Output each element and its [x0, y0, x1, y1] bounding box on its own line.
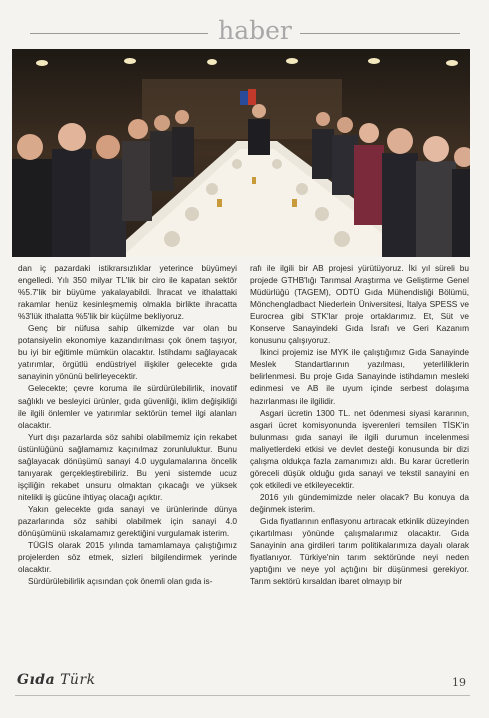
- paragraph: Genç bir nüfusa sahip ülkemizde var olan bu potansiyelin ekonomiye kazandırılması çok önem taşıyor, bu iyi bir eğitimle mümkün olacaktır. İstihdamı sağlayacak yatırımlar, örgütlü endüstriyel ilişkiler gelecekte gıda sanayinin yönünü belirleyecektir.: [18, 323, 237, 382]
- meeting-photo-illustration: [12, 49, 470, 257]
- page-header: [0, 0, 489, 50]
- brand-word-gida: Gıda: [17, 672, 56, 688]
- brand-word-turk: Türk: [60, 672, 96, 688]
- paragraph: rafı ile ilgili bir AB projesi yürütüyoruz. İki yıl süreli bu projede GTHB'lığı Tarımsal Araştırma ve Geliştirme Genel Müdürlüğü (TAGEM), ODTÜ Gıda Mühendisliği Bölümü, Mönchengladbact Niederlein Üniversitesi, İtalya SPESS ve Eurocrea gibi STK'lar proje ortaklarımız. Et, Süt ve Konserve Sanayindeki Gıda İsrafı ve Geri Kazanım konusunu çalışıyoruz.: [250, 263, 469, 346]
- header-rule-left: [30, 33, 208, 34]
- paragraph: Gıda fiyatlarının enflasyonu artıracak etkinlik düzeyinden çıkartılması yönünde çalışmalarımız olacaktır. Gıda Sanayinin ana girdileri tarım politikalarımıza dayalı olarak fiyatlanıyor. Türkiye'nin tarım sektöründe neyi neden yaptığını ve neye yol açtığını bir düşünmesi gerekiyor. Tarım sektörü kırsaldan ibaret olmayıp bir: [250, 515, 469, 587]
- article-column-right: [250, 262, 469, 587]
- paragraph: İkinci projemiz ise MYK ile çalıştığımız Gıda Sanayinde Meslek Standartlarının yazılması, yeterliliklerin belirlenmesi. Bu proje Gıda Sanayinde istihdamın mesleki edinmesi ve AB ile uyum içinde serbest dolaşıma hazırlanması ile ilgilidir.: [250, 347, 469, 406]
- paragraph: Gelecekte; çevre koruma ile sürdürülebilirlik, inovatif sağlıklı ve besleyici ürünler, gıda güvenliği, iklim değişikliği ile ilgili önlemler ve yatırımlar sektörün temel ilgi alanları olacaktır.: [18, 383, 237, 430]
- article-column-left: [18, 262, 237, 587]
- paragraph: 2016 yılı gündemimizde neler olacak? Bu konuya da değinmek isterim.: [250, 491, 469, 514]
- paragraph: Asgari ücretin 1300 TL. net ödenmesi siyasi kararının, asgari ücret komisyonunda işverenleri temsilen TİSK'in bulunması gıda sanayi ile ilgili durumun incelenmesi maliyetlerdeki etkisi ve devlet desteği konusunda bir dizi çalışma oldukça fazla zamanımızı aldı. Bu karar ücretlerin göreceli düşük olduğu gıda sanayi ve tekstil sanayini en çok etkiledi ve etkileyecektir.: [250, 407, 469, 490]
- footer-rule: [15, 695, 470, 696]
- header-rule-right: [300, 33, 460, 34]
- meeting-photo: [12, 49, 470, 257]
- page-number: 19: [452, 676, 466, 689]
- magazine-brand: [17, 672, 96, 688]
- paragraph: Yurt dışı pazarlarda söz sahibi olabilmemiz için rekabet üstünlüğünü sağlamamız kaçınılmaz zorunluluktur. Bunu sağlayacak dönüşümü sanayi 4.0 uygulamalarına öncelik tanıyarak gerçekleştirebiliriz. Bu yeni sistemde ucuz işçiliğin rekabet unsuru olmaktan çıkacağı ve yüksek nitelikli iş gücüne ihtiyaç olacağı açıktır.: [18, 431, 237, 502]
- paragraph: dan iç pazardaki istikrarsızlıklar yeterince büyümeyi engelledi. Yılı 350 milyar TL'lik bir ciro ile kapatan sektör %5.7'lik bir büyüme yakalayabildi. İhracat ve ithalattaki rakamlar henüz kesinleşmemiş olmakla birlikte ihracatta %3'lük ithalatta %5'lik bir küçülme bekliyoruz.: [18, 263, 237, 322]
- section-title: haber: [218, 16, 292, 45]
- paragraph: Yakın gelecekte gıda sanayi ve ürünlerinde dünya pazarlarında söz sahibi olabilmek için sanayi 4.0 dönüşümünü ıskalamamız gerektiğini vurgulamak isterim.: [18, 503, 237, 539]
- paragraph: TÜGİS olarak 2015 yılında tamamlamaya çalıştığımız projelerden söz etmek, sizleri bilgilendirmek yerinde olacaktır.: [18, 540, 237, 575]
- paragraph: Sürdürülebilirlik açısından çok önemli olan gıda is-: [28, 576, 213, 587]
